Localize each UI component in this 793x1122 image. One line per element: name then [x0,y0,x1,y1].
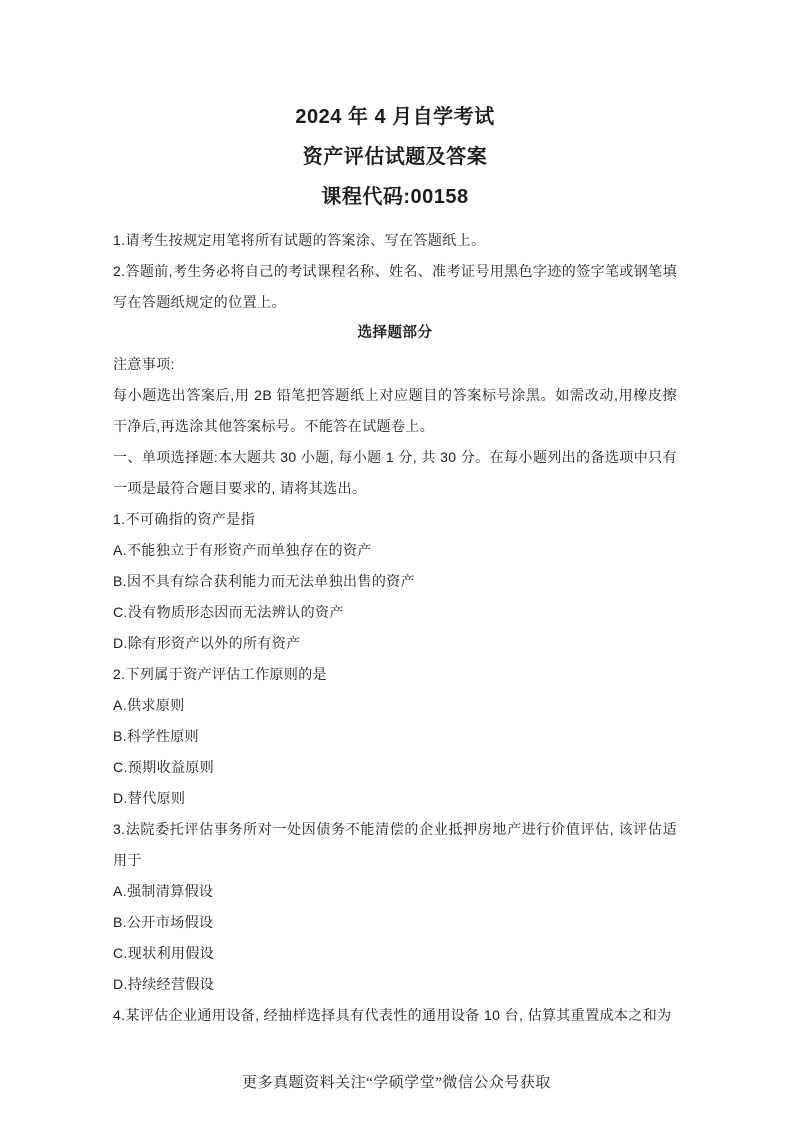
section-heading-multiple-choice: 选择题部分 [357,325,433,341]
question-stem: 1.不可确指的资产是指 [113,511,256,527]
question-block-2 [113,659,677,814]
question-block-4 [113,1000,677,1031]
footer-promo-note: 更多真题资料关注“学硕学堂”微信公众号获取 [242,1075,551,1091]
exam-instruction-2: 2.答题前,考生务必将自己的考试课程名称、姓名、准考证号用黑色字迹的签字笔或钢笔填写在答题纸规定的位置上。 [113,263,677,310]
question-stem: 2.下列属于资产评估工作原则的是 [113,666,328,682]
doc-title-exam-session: 2024 年 4 月自学考试 [295,106,495,128]
question-option-b: B.科学性原则 [113,728,200,744]
question-option-d: D.替代原则 [113,790,186,806]
question-option-a: A.不能独立于有形资产而单独存在的资产 [113,542,372,558]
question-stem: 4.某评估企业通用设备, 经抽样选择具有代表性的通用设备 10 台, 估算其重置成本之和为 [113,1007,672,1023]
question-option-b: B.因不具有综合获利能力而无法单独出售的资产 [113,573,416,589]
question-block-3 [113,814,677,1000]
part-one-intro: 一、单项选择题:本大题共 30 小题, 每小题 1 分, 共 30 分。在每小题列出的备选项中只有一项是最符合题目要求的, 请将其选出。 [113,449,677,496]
question-option-c: C.没有物质形态因而无法辨认的资产 [113,604,344,620]
question-stem: 3.法院委托评估事务所对一处因债务不能清偿的企业抵押房地产进行价值评估, 该评估适用于 [113,821,677,868]
question-option-c: C.预期收益原则 [113,759,215,775]
notice-body: 每小题选出答案后,用 2B 铅笔把答题纸上对应题目的答案标号涂黑。如需改动,用橡皮擦干净后,再选涂其他答案标号。不能答在试题卷上。 [113,387,677,434]
question-option-c: C.现状利用假设 [113,945,215,961]
question-option-a: A.强制清算假设 [113,883,214,899]
question-option-a: A.供求原则 [113,697,185,713]
question-option-d: D.持续经营假设 [113,976,215,992]
doc-title-subject: 资产评估试题及答案 [302,146,488,168]
notice-title: 注意事项: [113,356,175,372]
exam-instruction-1: 1.请考生按规定用笔将所有试题的答案涂、写在答题纸上。 [113,232,486,248]
question-option-b: B.公开市场假设 [113,914,214,930]
doc-course-code: 课程代码:00158 [321,186,469,208]
question-block-1 [113,504,677,659]
document-header [113,97,677,217]
question-option-d: D.除有形资产以外的所有资产 [113,635,301,651]
